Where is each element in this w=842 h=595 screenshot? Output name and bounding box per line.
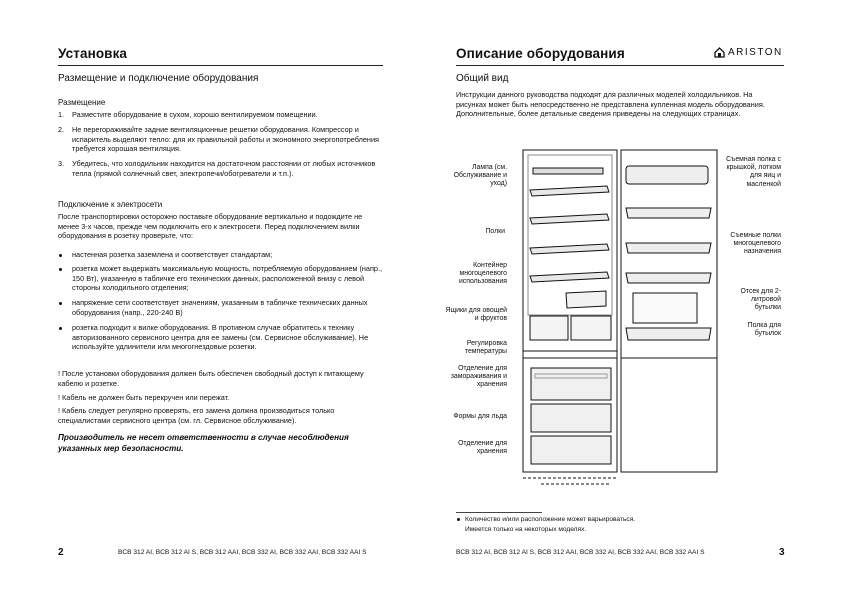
placement-heading: Размещение (58, 98, 106, 107)
footnote-rule (456, 512, 542, 513)
page-title: Установка (58, 46, 128, 61)
right-page (421, 0, 842, 595)
list-number: 1. (58, 110, 65, 119)
footnote: Имеется только на некоторых моделях. (465, 526, 587, 533)
fridge-diagram (521, 148, 751, 493)
label-container: Контейнер многоцелевого использования (458, 262, 507, 286)
electric-heading: Подключение к электросети (58, 200, 163, 209)
brand-logo (714, 47, 783, 58)
bullet-item: напряжение сети соответствует значениям, указанным в табличке технических данных оборудования (напр., 220-240 В) (72, 298, 368, 317)
bullet-item: розетка может выдержать максимальную мощность, потребляемую оборудованием (напр., 150 Вт), указанную в табличке его технических данных, расположенной внизу с левой стороны холодильного отделения; (72, 264, 383, 293)
note: ! Кабель следует регулярно проверять, его замена должна производиться только специалистами сервисного центра (см. гл. Сервисное обслуживание). (58, 406, 335, 425)
label-door-shelves: Съемные полки многоцелевого назначения (730, 232, 781, 256)
label-lamp: Лампа (см. Обслуживание и уход) (453, 164, 507, 188)
bullet-icon (457, 518, 460, 521)
electric-intro: После транспортировки осторожно поставьте оборудование вертикально и подождите не менее 3-х часов, прежде чем подключить его к электросети. Перед подключением вилки оборудования в розетку проверьте, что: (58, 212, 363, 241)
section-subtitle: Размещение и подключение оборудования (58, 73, 259, 84)
bullet-item: розетка подходит к вилке оборудования. В противном случае обратитесь к технику авторизованного сервисного центра для ее замены (см. Сервисное обслуживание). Не используйте удлинители или многогнездовые розетки. (72, 323, 369, 352)
label-temp-control: Регулировка температуры (464, 340, 507, 356)
bullet-item: настенная розетка заземлена и соответствует стандартам; (72, 250, 273, 259)
list-item: Убедитесь, что холодильник находится на достаточном расстоянии от любых источников тепла (прямой солнечный свет, электропечи/обогреватели и т.п.). (72, 159, 376, 178)
list-item: Не перегораживайте задние вентиляционные решетки оборудования. Компрессор и испаритель выделяют тепло: для их правильной работы и экономного энергопотребления требуется хорошая вентиляция. (72, 125, 379, 154)
model-list-footer: BCB 312 AI, BCB 312 AI S, BCB 312 AAI, BCB 332 AI, BCB 332 AAI, BCB 332 AAI S (118, 549, 367, 556)
footnote: Количество и/или расположение может варьироваться. (465, 516, 636, 523)
title-rule (456, 65, 784, 66)
intro-text: Инструкции данного руководства подходят для различных моделей холодильников. На рисунках может быть непосредственно не представлена купленная модель оборудования. Дополнительные, более детальные сведения приведены на следующих страницах. (456, 90, 765, 119)
house-icon (714, 47, 725, 58)
list-number: 3. (58, 159, 65, 168)
label-veg-drawers: Ящики для овощей и фруктов (445, 307, 507, 323)
bullet-icon (59, 302, 62, 305)
label-bottle-shelf: Полка для бутылок (747, 322, 781, 338)
label-freezer: Отделение для замораживания и хранения (450, 365, 507, 389)
list-item: Разместите оборудование в сухом, хорошо вентилируемом помещении. (72, 110, 318, 119)
bullet-icon (59, 254, 62, 257)
page-number: 2 (58, 547, 64, 558)
section-subtitle: Общий вид (456, 73, 509, 84)
title-rule (58, 65, 383, 66)
page-title: Описание оборудования (456, 46, 625, 61)
label-ice-trays: Формы для льда (453, 413, 507, 420)
note: ! Кабель не должен быть перекручен или пережат. (58, 393, 230, 402)
model-list-footer: BCB 312 AI, BCB 312 AI S, BCB 312 AAI, BCB 332 AI, BCB 332 AAI, BCB 332 AAI S (456, 549, 705, 556)
label-shelves: Полки (485, 228, 505, 235)
label-storage: Отделение для хранения (458, 440, 507, 456)
brand-name: ARISTON (728, 47, 783, 58)
list-number: 2. (58, 125, 65, 134)
disclaimer: Производитель не несет ответственности в случае несоблюдения указанных мер безопасности. (58, 433, 349, 453)
note: ! После установки оборудования должен быть обеспечен свободный доступ к питающему кабелю и розетке. (58, 369, 364, 388)
bullet-icon (59, 327, 62, 330)
label-bottle-compartment: Отсек для 2-литровой бутылки (740, 288, 781, 312)
bullet-icon (59, 268, 62, 271)
label-lidded-shelf: Съемная полка с крышкой, лотком для яиц и масленкой (726, 156, 781, 188)
page-number: 3 (779, 547, 785, 558)
